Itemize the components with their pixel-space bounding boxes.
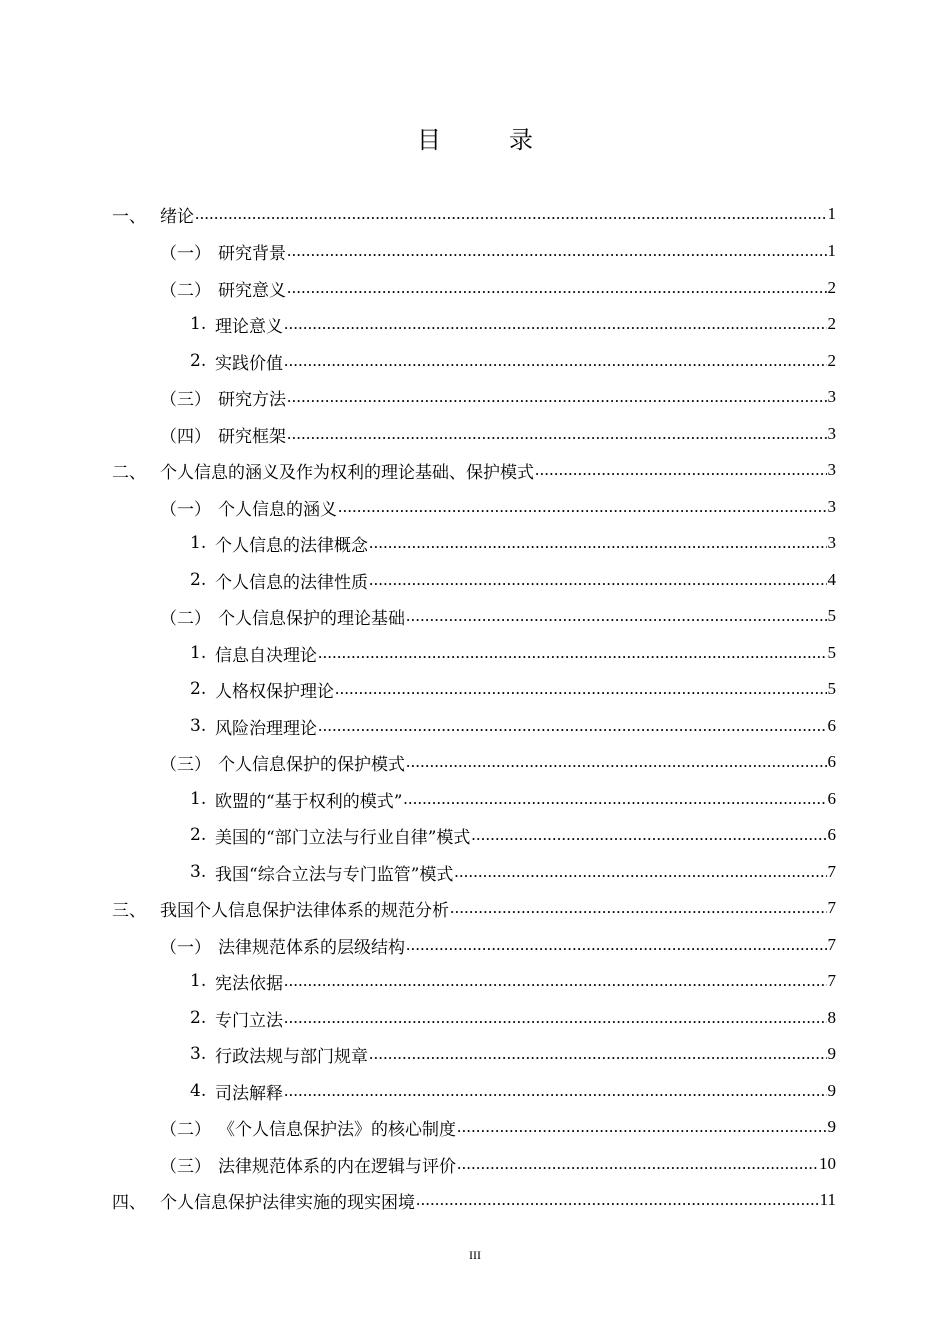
toc-entry-page: 3 <box>827 387 836 406</box>
toc-entry[interactable] <box>190 708 836 744</box>
toc-entry[interactable] <box>160 1146 836 1182</box>
leader-dots <box>287 278 827 298</box>
toc-entry[interactable] <box>112 890 836 926</box>
toc-entry-number: 3. <box>190 716 207 736</box>
toc-entry-label: 行政法规与部门规章 <box>215 1046 368 1067</box>
toc-entry-label: 欧盟的“基于权利的模式” <box>215 791 403 812</box>
toc-entry[interactable] <box>112 452 836 488</box>
toc-entry-label: 研究背景 <box>218 243 286 264</box>
toc-entry-label: 绪论 <box>160 206 194 227</box>
leader-dots <box>338 497 827 517</box>
toc-entry-number: 三、 <box>112 900 146 921</box>
toc-entry-page: 2 <box>827 351 836 370</box>
toc-entry-label: 法律规范体系的内在逻辑与评价 <box>218 1156 456 1177</box>
leader-dots <box>284 1081 827 1101</box>
leader-dots <box>535 460 827 480</box>
leader-dots <box>471 825 826 845</box>
toc-entry-label: 研究意义 <box>218 280 286 301</box>
toc-entry-label: 法律规范体系的层级结构 <box>218 937 405 958</box>
toc-entry[interactable] <box>160 416 836 452</box>
toc-entry-number: 3. <box>190 862 207 882</box>
toc-entry[interactable] <box>160 1109 836 1145</box>
toc-entry[interactable] <box>190 635 836 671</box>
toc-entry-page: 3 <box>827 497 836 516</box>
toc-entry-page: 6 <box>827 825 836 844</box>
leader-dots <box>318 716 827 736</box>
toc-entry-label: 个人信息的涵义及作为权利的理论基础、保护模式 <box>160 462 534 483</box>
leader-dots <box>450 898 827 918</box>
toc-entry[interactable] <box>190 781 836 817</box>
toc-entry-page: 8 <box>827 1008 836 1027</box>
leader-dots <box>403 789 826 809</box>
toc-entry-page: 9 <box>827 1117 836 1136</box>
toc-entry-label: 个人信息保护法律实施的现实困境 <box>160 1192 415 1213</box>
leader-dots <box>406 752 827 772</box>
leader-dots <box>457 1117 827 1137</box>
leader-dots <box>284 314 827 334</box>
leader-dots <box>284 1008 827 1028</box>
toc-entry[interactable] <box>160 233 836 269</box>
toc-entry-number: （一） <box>160 937 211 958</box>
toc-entry-page: 1 <box>827 241 836 260</box>
toc-entry[interactable] <box>160 744 836 780</box>
toc-entry-number: 2. <box>190 351 207 371</box>
toc-entry-label: 个人信息保护的保护模式 <box>218 754 405 775</box>
toc-entry-page: 9 <box>827 1081 836 1100</box>
toc-entry-number: 1. <box>190 643 207 663</box>
page-number: III <box>469 1248 481 1262</box>
toc-entry-number: 3. <box>190 1044 207 1064</box>
toc-entry-number: 四、 <box>112 1192 146 1213</box>
toc-entry-page: 11 <box>819 1190 836 1209</box>
toc-entry-page: 1 <box>827 204 836 223</box>
toc-entry[interactable] <box>190 1073 836 1109</box>
toc-entry[interactable] <box>112 196 836 232</box>
toc-entry-label: 风险治理理论 <box>215 718 317 739</box>
leader-dots <box>284 351 827 371</box>
toc-entry-page: 6 <box>827 716 836 735</box>
leader-dots <box>369 1044 827 1064</box>
toc-entry[interactable] <box>190 525 836 561</box>
toc-entry-number: 2. <box>190 679 207 699</box>
toc-entry[interactable] <box>190 306 836 342</box>
toc-entry-number: 1. <box>190 789 207 809</box>
toc-entry-page: 9 <box>827 1044 836 1063</box>
leader-dots <box>335 679 827 699</box>
toc-entry-number: 1. <box>190 314 207 334</box>
toc-entry-number: （二） <box>160 280 211 301</box>
toc-entry[interactable] <box>160 489 836 525</box>
toc-entry-label: 实践价值 <box>215 353 283 374</box>
toc-entry[interactable] <box>190 343 836 379</box>
toc-entry[interactable] <box>190 671 836 707</box>
toc-entry-label: 司法解释 <box>215 1083 283 1104</box>
leader-dots <box>369 570 827 590</box>
toc-entry-label: 宪法依据 <box>215 973 283 994</box>
toc-entry-number: 1. <box>190 971 207 991</box>
toc-entry[interactable] <box>160 598 836 634</box>
leader-dots <box>287 424 827 444</box>
toc-entry-page: 7 <box>827 898 836 917</box>
leader-dots <box>287 387 827 407</box>
toc-entry-label: 我国个人信息保护法律体系的规范分析 <box>160 900 449 921</box>
toc-entry-page: 5 <box>827 606 836 625</box>
toc-entry-label: 个人信息的法律概念 <box>215 535 368 556</box>
leader-dots <box>195 204 827 224</box>
toc-entry-number: （一） <box>160 499 211 520</box>
toc-entry-number: 2. <box>190 570 207 590</box>
toc-entry-label: 信息自决理论 <box>215 645 317 666</box>
toc-entry-page: 3 <box>827 460 836 479</box>
toc-entry-label: 个人信息的法律性质 <box>215 572 368 593</box>
toc-entry[interactable] <box>160 379 836 415</box>
toc-entry-number: （四） <box>160 426 211 447</box>
toc-entry-page: 7 <box>827 935 836 954</box>
toc-entry-label: 个人信息保护的理论基础 <box>218 608 405 629</box>
toc-entry-page: 5 <box>827 643 836 662</box>
leader-dots <box>284 971 827 991</box>
toc-entry-number: 二、 <box>112 462 146 483</box>
toc-entry-label: 《个人信息保护法》的核心制度 <box>218 1119 456 1140</box>
toc-entry-number: 2. <box>190 1008 207 1028</box>
toc-entry-number: （三） <box>160 754 211 775</box>
leader-dots <box>454 862 826 882</box>
toc-entry-label: 理论意义 <box>215 316 283 337</box>
toc-entry-number: （三） <box>160 1156 211 1177</box>
toc-entry-page: 2 <box>827 278 836 297</box>
toc-entry-page: 6 <box>827 752 836 771</box>
leader-dots <box>318 643 827 663</box>
toc-entry[interactable] <box>160 927 836 963</box>
toc-entry[interactable] <box>190 963 836 999</box>
toc-entry-number: 一、 <box>112 206 146 227</box>
leader-dots <box>406 935 827 955</box>
toc-entry-label: 研究框架 <box>218 426 286 447</box>
toc-entry-page: 4 <box>827 570 836 589</box>
leader-dots <box>369 533 827 553</box>
toc-entry-label: 研究方法 <box>218 389 286 410</box>
toc-entry-label: 我国“综合立法与专门监管”模式 <box>215 864 454 885</box>
toc-entry-number: （二） <box>160 1119 211 1140</box>
toc-entry-page: 7 <box>827 971 836 990</box>
toc-entry-number: （一） <box>160 243 211 264</box>
leader-dots <box>457 1154 818 1174</box>
toc-entry-page: 10 <box>819 1154 836 1173</box>
toc-entry-label: 美国的“部门立法与行业自律”模式 <box>215 827 471 848</box>
page-title: 目 录 <box>417 126 555 154</box>
toc-entry[interactable] <box>190 817 836 853</box>
toc-entry-number: （二） <box>160 608 211 629</box>
toc-entry[interactable] <box>160 270 836 306</box>
toc-entry-number: 1. <box>190 533 207 553</box>
toc-entry[interactable] <box>190 562 836 598</box>
toc-entry[interactable] <box>190 854 836 890</box>
toc-entry-label: 个人信息的涵义 <box>218 499 337 520</box>
leader-dots <box>406 606 827 626</box>
toc-entry-label: 专门立法 <box>215 1010 283 1031</box>
toc-entry[interactable] <box>112 1182 836 1218</box>
toc-entry-page: 3 <box>827 533 836 552</box>
toc-entry[interactable] <box>190 1000 836 1036</box>
leader-dots <box>416 1190 819 1210</box>
toc-entry[interactable] <box>190 1036 836 1072</box>
leader-dots <box>287 241 827 261</box>
toc-entry-page: 6 <box>827 789 836 808</box>
toc-entry-page: 2 <box>827 314 836 333</box>
toc-entry-number: （三） <box>160 389 211 410</box>
toc-entry-label: 人格权保护理论 <box>215 681 334 702</box>
toc-entry-number: 2. <box>190 825 207 845</box>
toc-entry-page: 5 <box>827 679 836 698</box>
toc-entry-page: 7 <box>827 862 836 881</box>
toc-entry-page: 3 <box>827 424 836 443</box>
toc-entry-number: 4. <box>190 1081 207 1101</box>
